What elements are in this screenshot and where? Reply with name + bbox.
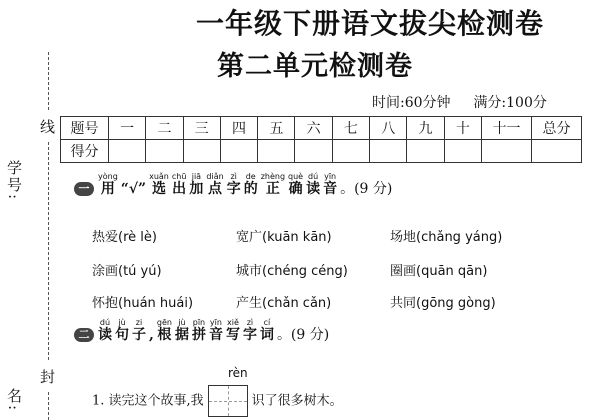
table-score-cell[interactable] [183, 140, 220, 163]
instruction-char: 音yīn [323, 172, 338, 197]
pinyin-options[interactable]: (gōng gòng) [416, 296, 496, 311]
table-score-cell[interactable] [258, 140, 295, 163]
table-header-cell: 二 [146, 117, 183, 140]
student-name-label: 名: [5, 388, 23, 413]
table-header-cell: 总分 [532, 117, 582, 140]
instruction-char: 正zhèng [260, 172, 286, 197]
word-choice-item[interactable] [390, 292, 496, 311]
word-text: 涂画 [92, 264, 119, 279]
instruction-char: 加jiā [189, 172, 204, 197]
section-2-instruction [98, 318, 277, 343]
q1-answer-box[interactable] [208, 385, 248, 417]
instruction-char: 音yīn [208, 318, 223, 343]
section-2-points: 。(9 分) [276, 327, 330, 343]
pinyin-options[interactable]: (huán huái) [118, 296, 194, 311]
q1-text-before: 1. 读完这个故事,我 [92, 393, 204, 409]
word-choice-item[interactable] [236, 292, 331, 311]
table-header-label: 题号 [61, 117, 109, 140]
word-choice-item[interactable] [92, 260, 162, 279]
q1-text-after: 识了很多树木。 [251, 393, 343, 409]
instruction-char: 字zì [226, 172, 241, 197]
word-choice-item[interactable] [92, 292, 193, 311]
page-subtitle: 第二单元检测卷 [217, 51, 413, 82]
instruction-char: 写xiě [225, 318, 240, 343]
table-score-cell[interactable] [407, 140, 444, 163]
section-1-heading [74, 172, 392, 198]
instruction-char: 出chū [171, 172, 187, 197]
section-1-points: 。(9 分) [340, 181, 393, 197]
word-choice-item[interactable] [236, 260, 348, 279]
section-2-heading [74, 318, 329, 344]
binding-line-mark: 线 [40, 112, 55, 141]
table-row [61, 117, 582, 140]
pinyin-options[interactable]: (tú yú) [118, 264, 162, 279]
page-title: 一年级下册语文拔尖检测卷 [195, 7, 544, 40]
table-header-cell: 九 [407, 117, 444, 140]
word-text: 怀抱 [92, 296, 119, 311]
instruction-char: 读dú [98, 318, 112, 343]
instruction-char: 句jù [115, 318, 129, 343]
table-score-cell[interactable] [444, 140, 481, 163]
instruction-char: 用yòng [98, 172, 118, 197]
instruction-char: 词cí [259, 318, 274, 343]
word-text: 圈画 [390, 264, 417, 279]
table-header-cell: 十一 [482, 117, 532, 140]
table-score-cell[interactable] [332, 140, 369, 163]
time-limit: 时间:60分钟 [372, 95, 451, 111]
full-score: 满分:100分 [473, 95, 547, 111]
student-number-label: 学号: [5, 160, 23, 202]
pinyin-options[interactable]: (chéng céng) [262, 264, 348, 279]
exam-meta [372, 92, 547, 112]
word-text: 场地 [390, 230, 417, 245]
table-score-cell[interactable] [295, 140, 332, 163]
table-header-cell: 三 [183, 117, 220, 140]
table-header-cell: 五 [258, 117, 295, 140]
table-header-cell: 一 [109, 117, 146, 140]
instruction-char: 据jù [174, 318, 189, 343]
section-1-instruction [98, 172, 340, 197]
section-1-badge: 一 [74, 182, 94, 196]
pinyin-options[interactable]: (chǎng yáng) [416, 230, 503, 245]
pinyin-options[interactable]: (kuān kān) [262, 230, 332, 245]
instruction-char: 子zi [132, 318, 146, 343]
instruction-char: 字zì [242, 318, 257, 343]
table-score-cell[interactable] [482, 140, 532, 163]
instruction-char: 读dú [306, 172, 321, 197]
instruction-char: 选xuǎn [149, 172, 169, 197]
table-row [61, 140, 582, 163]
q1-pinyin: rèn [228, 366, 248, 380]
pinyin-options[interactable]: (chǎn cǎn) [262, 296, 332, 311]
pinyin-options[interactable]: (quān qān) [416, 264, 488, 279]
table-score-cell[interactable] [370, 140, 407, 163]
word-choice-item[interactable] [390, 226, 502, 245]
table-score-cell[interactable] [532, 140, 582, 163]
table-header-cell: 七 [332, 117, 369, 140]
table-score-cell[interactable] [220, 140, 257, 163]
instruction-char: 确què [288, 172, 304, 197]
table-header-cell: 八 [370, 117, 407, 140]
word-text: 宽广 [236, 230, 263, 245]
table-score-cell[interactable] [146, 140, 183, 163]
table-score-cell[interactable] [109, 140, 146, 163]
word-text: 共同 [390, 296, 417, 311]
instruction-char: 根gēn [156, 318, 172, 343]
word-choice-item[interactable] [390, 260, 487, 279]
section-2-badge: 二 [74, 328, 94, 342]
word-text: 热爱 [92, 230, 119, 245]
question-1 [92, 385, 343, 417]
word-choice-item[interactable] [236, 226, 332, 245]
word-text: 城市 [236, 264, 263, 279]
pinyin-options[interactable]: (rè lè) [118, 230, 157, 245]
instruction-char: “√” [120, 181, 147, 197]
instruction-char: 拼pīn [191, 318, 206, 343]
word-text: 产生 [236, 296, 263, 311]
instruction-char: 的de [243, 172, 258, 197]
table-header-cell: 六 [295, 117, 332, 140]
binding-seal-mark: 封 [40, 362, 55, 391]
instruction-char: 点diǎn [206, 172, 224, 197]
word-choice-item[interactable] [92, 226, 157, 245]
table-header-cell: 十 [444, 117, 481, 140]
table-score-label: 得分 [61, 140, 109, 163]
table-header-cell: 四 [220, 117, 257, 140]
instruction-char: , [149, 327, 154, 343]
score-table [60, 116, 582, 163]
